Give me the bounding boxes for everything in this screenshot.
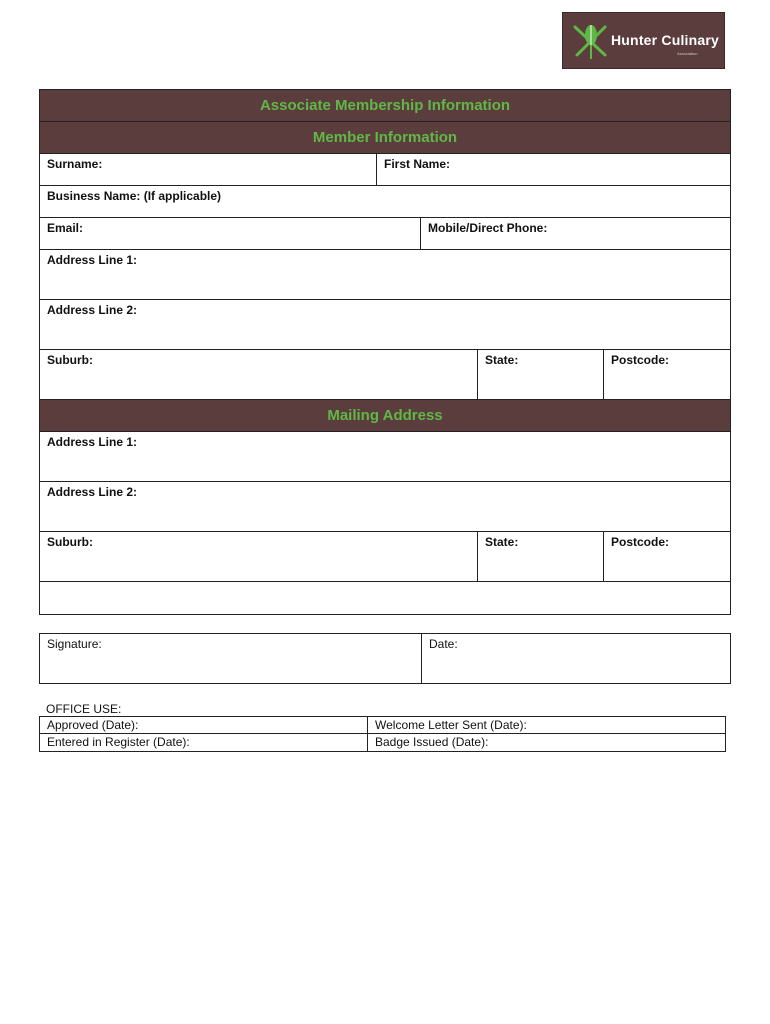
office-use-table xyxy=(39,716,726,752)
mailing-postcode-field[interactable] xyxy=(604,532,730,581)
mailing-address-heading: Mailing Address xyxy=(40,400,730,432)
address-line-2-field[interactable] xyxy=(40,300,730,349)
state-field[interactable] xyxy=(478,350,604,399)
badge-issued-field[interactable] xyxy=(368,734,725,751)
phone-field[interactable] xyxy=(421,218,730,249)
address-line-2-row xyxy=(40,300,730,350)
mailing-address-line-1-row xyxy=(40,432,730,482)
mailing-address-line-2-label: Address Line 2: xyxy=(47,485,138,499)
suburb-field[interactable] xyxy=(40,350,478,399)
first-name-label: First Name: xyxy=(384,157,451,171)
register-date-label: Entered in Register (Date): xyxy=(47,735,190,749)
state-label: State: xyxy=(485,353,519,367)
office-use-row xyxy=(40,717,725,734)
approved-date-field[interactable] xyxy=(40,717,368,733)
signature-field[interactable] xyxy=(40,634,422,683)
suburb-label: Suburb: xyxy=(47,353,93,367)
address-line-1-row xyxy=(40,250,730,300)
signature-date-field[interactable] xyxy=(422,634,730,683)
hunter-culinary-logo xyxy=(562,12,725,69)
office-use-heading: OFFICE USE: xyxy=(46,702,122,716)
business-name-field[interactable] xyxy=(40,186,730,217)
office-use-row xyxy=(40,734,725,751)
signature-table xyxy=(39,633,731,684)
logo-sub-text: Association xyxy=(677,51,698,56)
address-line-1-label: Address Line 1: xyxy=(47,253,138,267)
approved-date-label: Approved (Date): xyxy=(47,718,139,732)
mailing-state-label: State: xyxy=(485,535,519,549)
register-date-field[interactable] xyxy=(40,734,368,751)
blank-field[interactable] xyxy=(40,582,730,614)
address-line-1-field[interactable] xyxy=(40,250,730,299)
member-information-heading: Member Information xyxy=(40,122,730,154)
business-name-label: Business Name: (If applicable) xyxy=(47,189,222,203)
mailing-address-line-2-row xyxy=(40,482,730,532)
logo-brand-text: Hunter Culinary xyxy=(611,32,720,48)
postcode-label: Postcode: xyxy=(611,353,670,367)
welcome-letter-label: Welcome Letter Sent (Date): xyxy=(375,718,527,732)
first-name-field[interactable] xyxy=(377,154,730,185)
phone-label: Mobile/Direct Phone: xyxy=(428,221,548,235)
postcode-field[interactable] xyxy=(604,350,730,399)
badge-issued-label: Badge Issued (Date): xyxy=(375,735,489,749)
mailing-suburb-field[interactable] xyxy=(40,532,478,581)
contact-row xyxy=(40,218,730,250)
mailing-suburb-label: Suburb: xyxy=(47,535,93,549)
form-title: Associate Membership Information xyxy=(40,90,730,122)
mailing-address-line-2-field[interactable] xyxy=(40,482,730,531)
mailing-address-line-1-label: Address Line 1: xyxy=(47,435,138,449)
mailing-suburb-row xyxy=(40,532,730,582)
email-label: Email: xyxy=(47,221,84,235)
mailing-postcode-label: Postcode: xyxy=(611,535,670,549)
surname-field[interactable] xyxy=(40,154,377,185)
name-row xyxy=(40,154,730,186)
mailing-address-line-1-field[interactable] xyxy=(40,432,730,481)
suburb-row xyxy=(40,350,730,400)
signature-date-label: Date: xyxy=(429,637,458,651)
membership-form xyxy=(39,89,731,615)
email-field[interactable] xyxy=(40,218,421,249)
signature-label: Signature: xyxy=(47,637,102,651)
surname-label: Surname: xyxy=(47,157,103,171)
utensils-leaf-icon xyxy=(573,21,609,61)
blank-row xyxy=(40,582,730,614)
address-line-2-label: Address Line 2: xyxy=(47,303,138,317)
welcome-letter-field[interactable] xyxy=(368,717,725,733)
business-name-row xyxy=(40,186,730,218)
mailing-state-field[interactable] xyxy=(478,532,604,581)
